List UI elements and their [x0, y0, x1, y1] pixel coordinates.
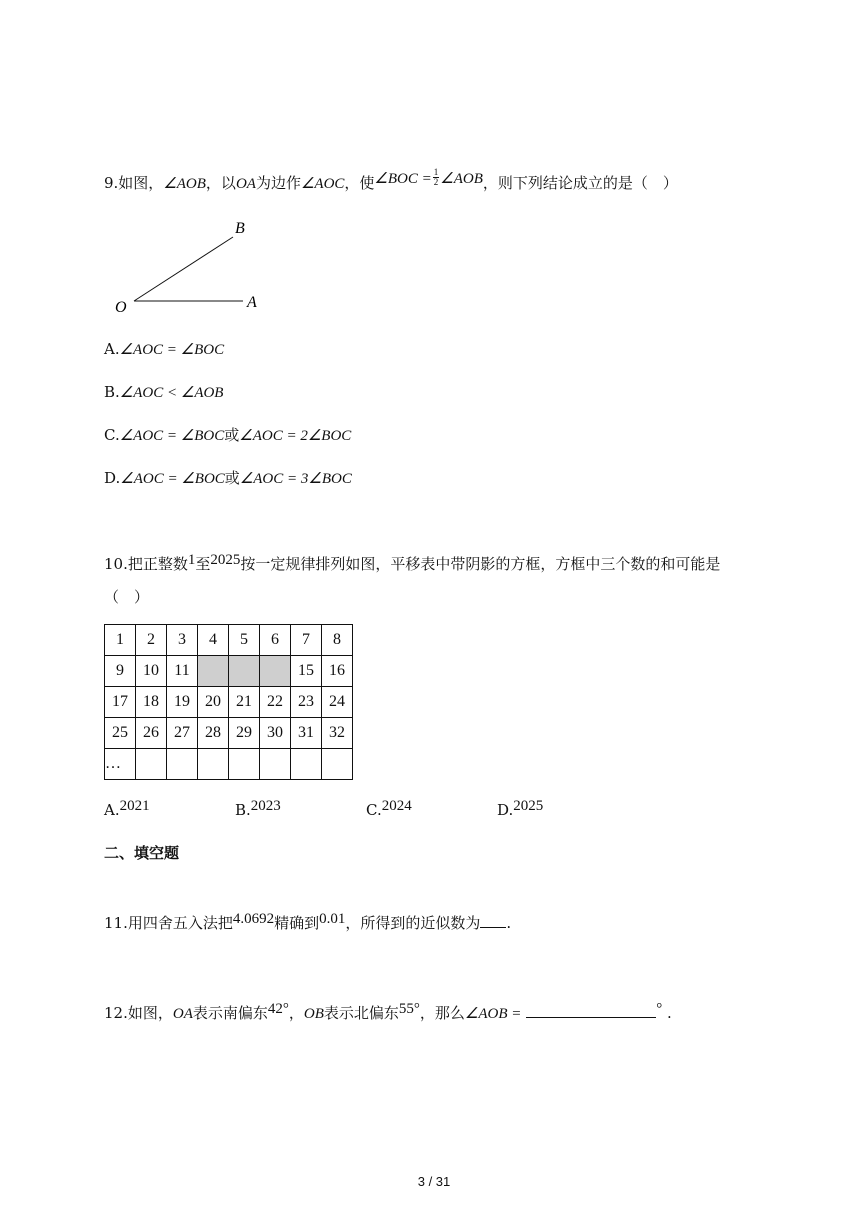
q12-end: .: [666, 1004, 672, 1022]
q9-option-c: [104, 425, 351, 446]
shaded-cell: [229, 656, 260, 687]
label-b: B: [235, 220, 245, 237]
q9-option-d-math1: ∠AOC = ∠BOC: [120, 471, 225, 487]
table-cell: [167, 749, 198, 780]
table-cell: 18: [136, 687, 167, 718]
q9-option-c-math2: ∠AOC = 2∠BOC: [239, 428, 352, 444]
table-cell: 10: [136, 656, 167, 687]
q12-answer-blank[interactable]: [526, 1003, 656, 1018]
q9-angle-aob: ∠AOB: [163, 176, 206, 192]
q12-deg1: 42: [267, 1001, 283, 1017]
table-cell: 4: [198, 625, 229, 656]
table-cell: 19: [167, 687, 198, 718]
q11-stem: [104, 913, 511, 934]
q9-text3: ，使: [344, 174, 375, 192]
table-cell: 3: [167, 625, 198, 656]
q10-paren: （ ）: [104, 588, 150, 606]
table-cell: 15: [291, 656, 322, 687]
q12-deg2: 55: [398, 1001, 414, 1017]
label-a: A: [247, 294, 257, 311]
q10-stem: [104, 554, 720, 575]
q9-option-b: [104, 382, 223, 403]
q9-text2: 为边作: [255, 174, 301, 192]
q10-n1: 1: [187, 552, 196, 568]
table-cell: [322, 749, 353, 780]
q12-text3: ，那么: [419, 1004, 465, 1022]
q10-option-a: [104, 800, 150, 821]
table-cell: 8: [322, 625, 353, 656]
q11-num: 4.0692: [232, 911, 275, 927]
table-cell: 11: [167, 656, 198, 687]
table-cell: [136, 749, 167, 780]
q9-cond-left: ∠BOC =: [374, 171, 432, 187]
q9-number: 9.如图，: [104, 174, 164, 192]
table-cell: 17: [105, 687, 136, 718]
q11-prec: 0.01: [319, 911, 346, 927]
table-cell: 22: [260, 687, 291, 718]
q10-n2: 2025: [210, 552, 241, 568]
q12-oa: OA: [172, 1006, 193, 1022]
q9-frac-den: 2: [433, 176, 439, 187]
q9-stem: [104, 166, 678, 194]
q9-frac-num: 1: [433, 166, 439, 177]
table-cell: 27: [167, 718, 198, 749]
table-cell: 25: [105, 718, 136, 749]
shaded-cell: [198, 656, 229, 687]
q12-degree-symbol-1: °: [282, 1001, 289, 1017]
table-cell: 31: [291, 718, 322, 749]
table-cell: 23: [291, 687, 322, 718]
q9-option-c-or: 或: [224, 426, 240, 444]
table-cell: 1: [105, 625, 136, 656]
q11-text2: ，所得到的近似数为: [345, 914, 481, 932]
table-cell: [260, 749, 291, 780]
q11-number: 11.用四舍五入法把: [104, 914, 233, 932]
table-cell: 7: [291, 625, 322, 656]
table-row: [105, 718, 353, 749]
q9-fraction: [433, 168, 440, 187]
q10-option-b: [235, 800, 281, 821]
label-o: O: [115, 299, 127, 315]
table-cell: 16: [322, 656, 353, 687]
table-cell: 6: [260, 625, 291, 656]
table-cell: 24: [322, 687, 353, 718]
q9-figure: [110, 215, 270, 315]
q12-angle: ∠AOB =: [464, 1006, 522, 1022]
q12-number: 12.如图，: [104, 1004, 173, 1022]
q9-option-b-letter: B.: [104, 383, 120, 401]
page-number: 3 / 31: [417, 1174, 451, 1189]
shaded-cell: [260, 656, 291, 687]
q9-option-d-math2: ∠AOC = 3∠BOC: [239, 471, 352, 487]
table-cell: [291, 749, 322, 780]
q9-option-a-math: ∠AOC = ∠BOC: [119, 342, 225, 358]
q10-to: 至: [195, 555, 211, 573]
q12-stem: [104, 1003, 672, 1024]
q10-text: 按一定规律排列如图，平移表中带阴影的方框，方框中三个数的和可能是: [240, 555, 721, 573]
table-cell: 21: [229, 687, 260, 718]
q10-option-c-letter: C.: [366, 801, 382, 819]
table-cell: 26: [136, 718, 167, 749]
q10-option-d-letter: D.: [497, 801, 514, 819]
q9-text1: ，以: [205, 174, 236, 192]
q9-option-d-or: 或: [224, 469, 240, 487]
q9-option-d: [104, 468, 352, 489]
table-cell: 30: [260, 718, 291, 749]
q9-angle-aoc: ∠AOC: [300, 176, 345, 192]
q10-option-c-value: 2024: [381, 798, 412, 814]
table-cell: 2: [136, 625, 167, 656]
q9-oa: OA: [235, 176, 256, 192]
q9-option-d-letter: D.: [104, 469, 121, 487]
q9-cond-right: ∠AOB: [440, 171, 483, 187]
q12-text2: 表示北偏东: [323, 1004, 399, 1022]
q10-option-a-value: 2021: [119, 798, 150, 814]
table-cell: 20: [198, 687, 229, 718]
q11-end: .: [506, 914, 512, 932]
q9-option-c-math1: ∠AOC = ∠BOC: [119, 428, 225, 444]
q10-option-b-letter: B.: [235, 801, 251, 819]
section-title: 二、填空题: [104, 844, 180, 862]
q12-degree-symbol-2: °: [413, 1001, 420, 1017]
table-cell: …: [105, 749, 136, 780]
q10-option-b-value: 2023: [250, 798, 281, 814]
table-cell: 9: [105, 656, 136, 687]
ray-ob: [134, 237, 233, 301]
q11-answer-blank[interactable]: [480, 913, 506, 928]
table-cell: [229, 749, 260, 780]
q9-option-b-math: ∠AOC < ∠AOB: [119, 385, 224, 401]
q9-text4: ，则下列结论成立的是（ ）: [482, 174, 678, 192]
q12-ob: OB: [303, 1006, 324, 1022]
table-row: [105, 687, 353, 718]
q10-number-table: [104, 624, 353, 780]
table-cell: [198, 749, 229, 780]
q10-number: 10.把正整数: [104, 555, 188, 573]
q10-option-d: [497, 800, 543, 821]
q10-option-a-letter: A.: [104, 801, 120, 819]
q12-comma: ，: [288, 1004, 304, 1022]
q10-table-body: [105, 625, 353, 780]
table-row: [105, 656, 353, 687]
q9-option-c-letter: C.: [104, 426, 120, 444]
q10-option-c: [366, 800, 412, 821]
q10-option-d-value: 2025: [513, 798, 544, 814]
q12-text1: 表示南偏东: [192, 1004, 268, 1022]
q12-degree-symbol-3: °: [656, 1001, 663, 1017]
table-row: [105, 749, 353, 780]
table-cell: 5: [229, 625, 260, 656]
q9-option-a-letter: A.: [104, 340, 120, 358]
table-cell: 29: [229, 718, 260, 749]
q9-option-a: [104, 339, 224, 360]
table-row: [105, 625, 353, 656]
q11-text1: 精确到: [274, 914, 320, 932]
table-cell: 28: [198, 718, 229, 749]
table-cell: 32: [322, 718, 353, 749]
